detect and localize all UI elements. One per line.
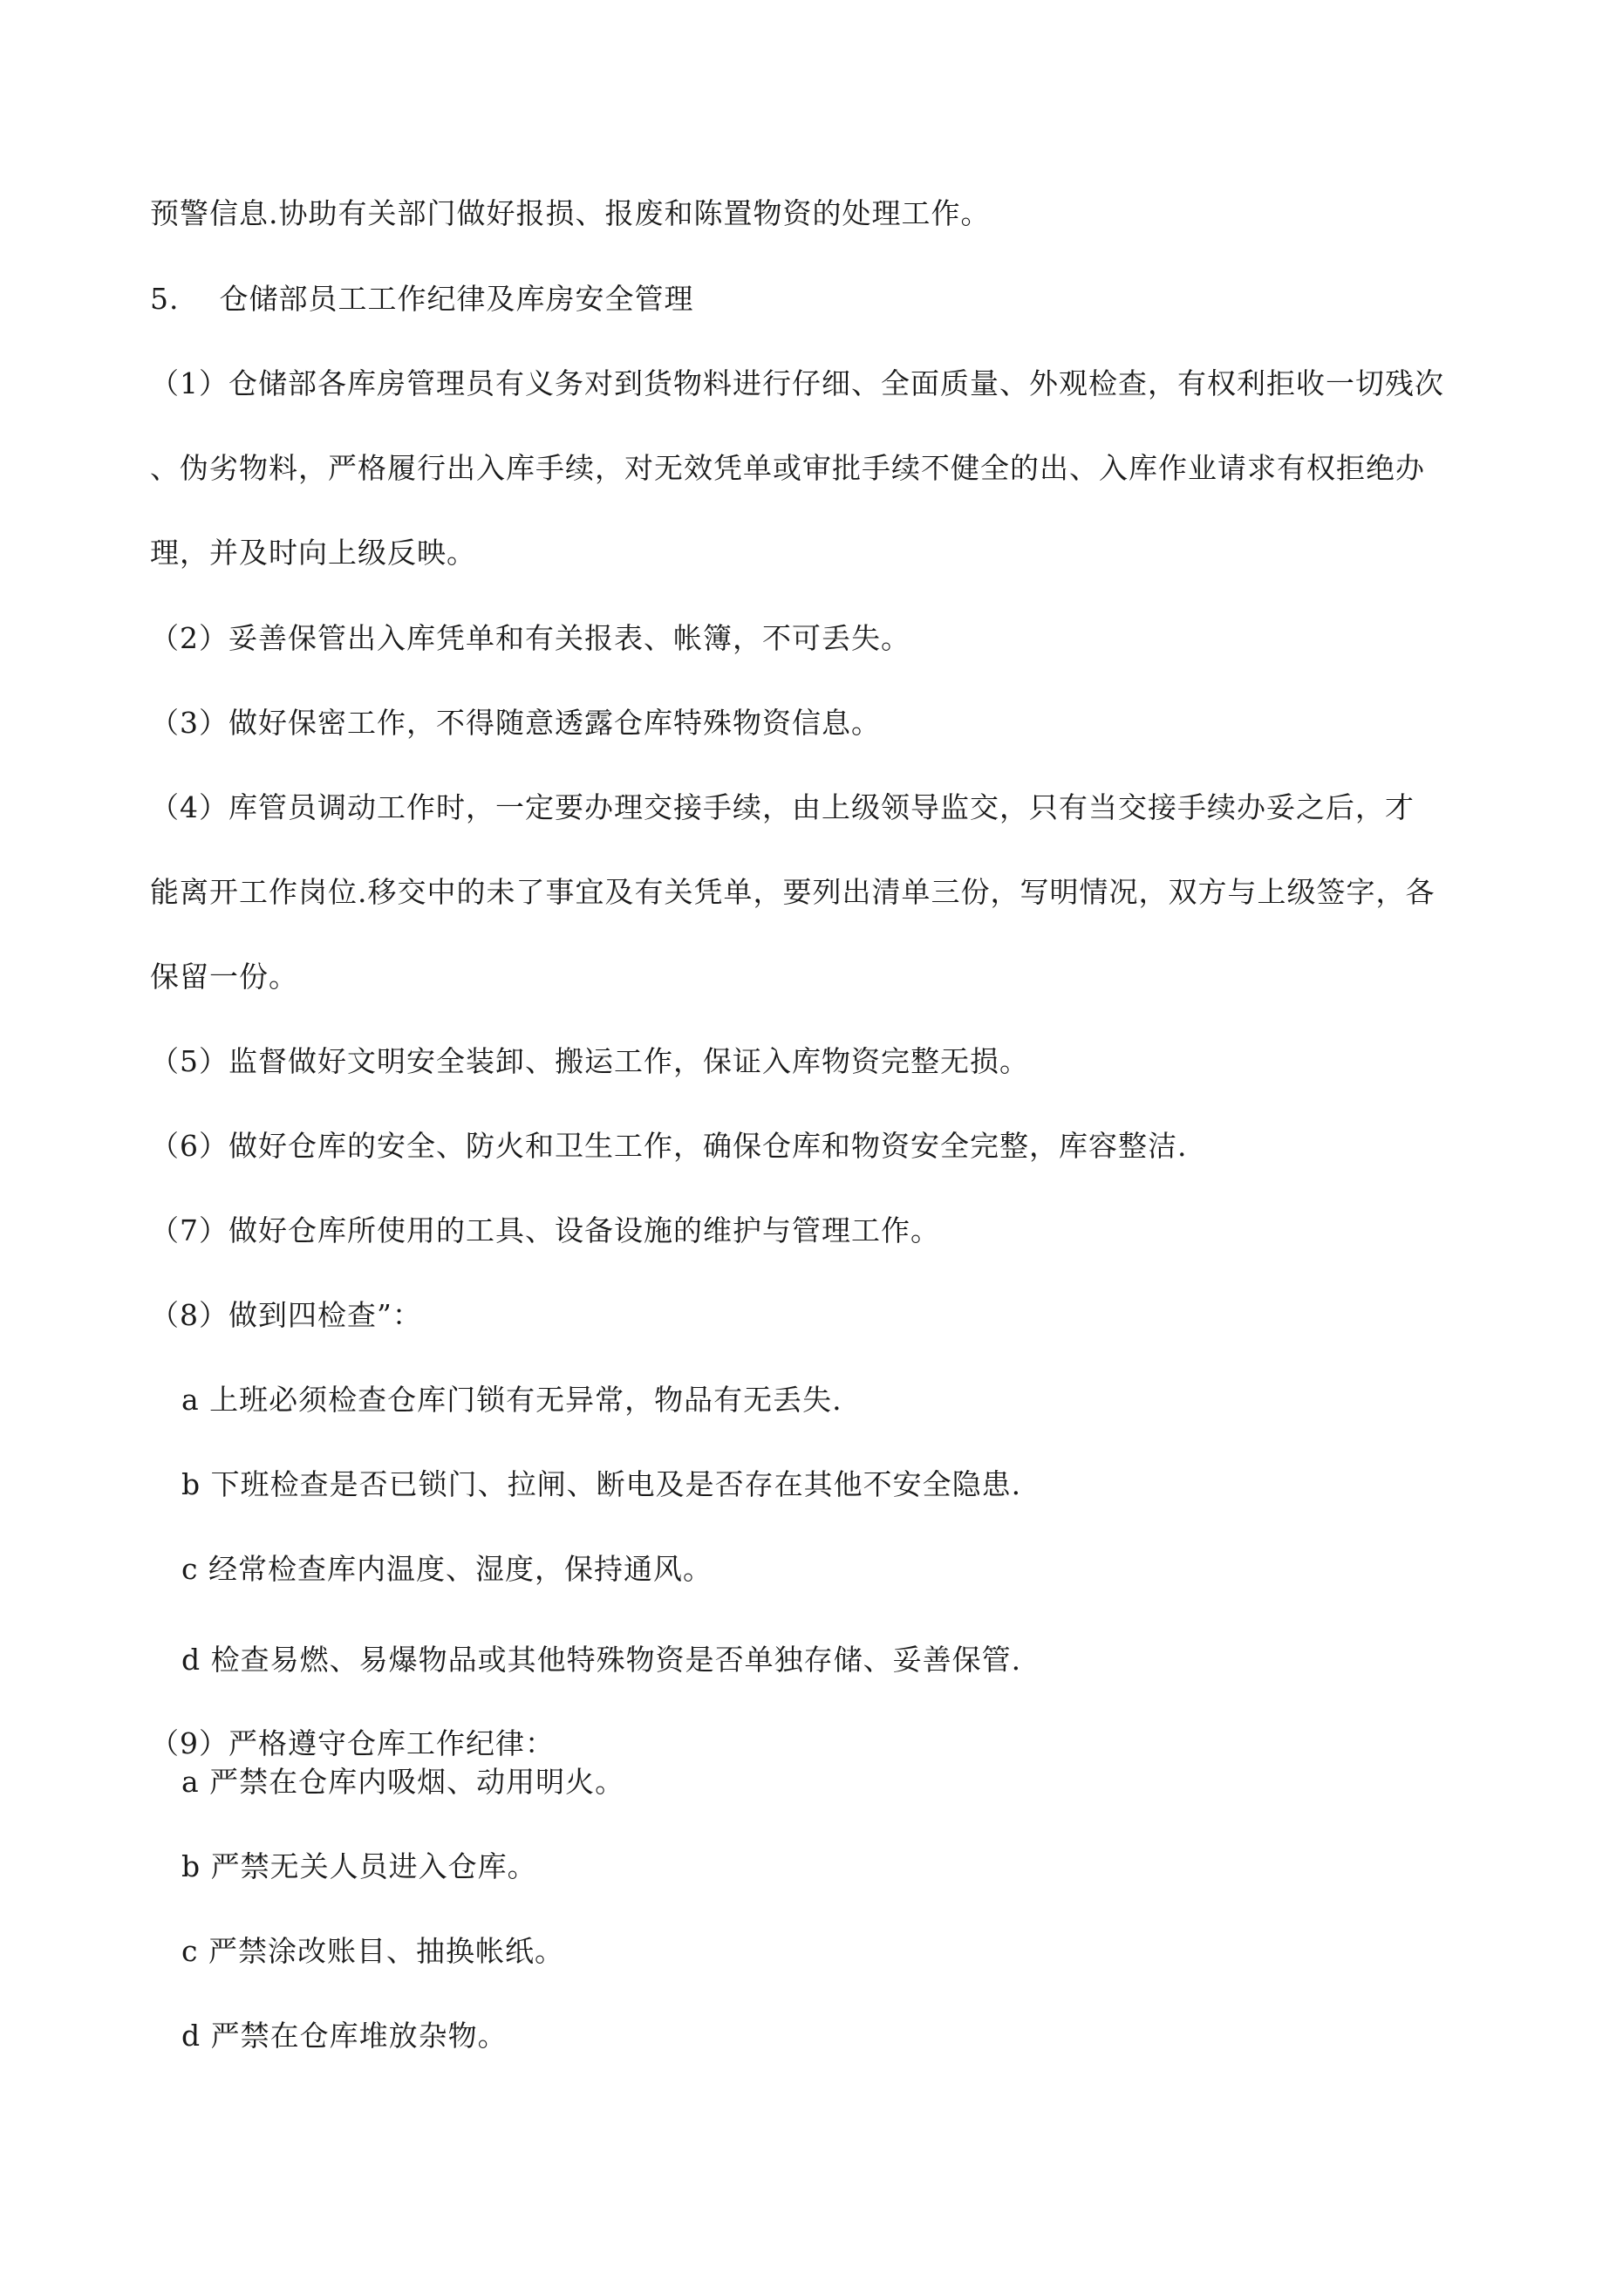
text-line: （3）做好保密工作，不得随意透露仓库特殊物资信息。 [150,706,881,740]
text-line: （2）妥善保管出入库凭单和有关报表、帐簿，不可丢失。 [150,621,910,655]
text-line: （5）监督做好文明安全装卸、搬运工作，保证入库物资完整无损。 [150,1044,1029,1078]
list-item: d 检查易燃、易爆物品或其他特殊物资是否单独存储、妥善保管. [181,1643,1022,1677]
text-line: 、伪劣物料，严格履行出入库手续，对无效凭单或审批手续不健全的出、入库作业请求有权拒绝办 [150,451,1425,485]
list-item: b 下班检查是否已锁门、拉闸、断电及是否存在其他不安全隐患. [181,1467,1022,1501]
section-heading: 5. 仓储部员工工作纪律及库房安全管理 [150,282,694,316]
text-line: （7）做好仓库所使用的工具、设备设施的维护与管理工作。 [150,1213,940,1247]
text-line: 保留一份。 [150,960,298,994]
list-item: a 上班必须检查仓库门锁有无异常，物品有无丢失. [181,1383,842,1417]
list-item: b 严禁无关人员进入仓库。 [181,1849,537,1883]
text-line: （8）做到四检查”： [150,1298,422,1332]
list-item: d 严禁在仓库堆放杂物。 [181,2019,508,2053]
text-line: 能离开工作岗位.移交中的未了事宜及有关凭单，要列出清单三份，写明情况，双方与上级签字，各 [150,875,1435,909]
list-item: c 经常检查库内温度、湿度，保持通风。 [181,1552,713,1586]
text-line: 理，并及时向上级反映。 [150,536,476,570]
text-line: 预警信息.协助有关部门做好报损、报废和陈置物资的处理工作。 [150,196,991,230]
text-line: （9）严格遵守仓库工作纪律： [150,1726,555,1760]
text-line: （4）库管员调动工作时，一定要办理交接手续，由上级领导监交，只有当交接手续办妥之后，才 [150,790,1415,824]
text-line: （1）仓储部各库房管理员有义务对到货物料进行仔细、全面质量、外观检查，有权利拒收一切残次 [150,366,1444,400]
text-line: （6）做好仓库的安全、防火和卫生工作，确保仓库和物资安全完整，库容整洁. [150,1129,1188,1163]
list-item: a 严禁在仓库内吸烟、动用明火。 [181,1765,625,1799]
list-item: c 严禁涂改账目、抽换帐纸。 [181,1934,564,1968]
